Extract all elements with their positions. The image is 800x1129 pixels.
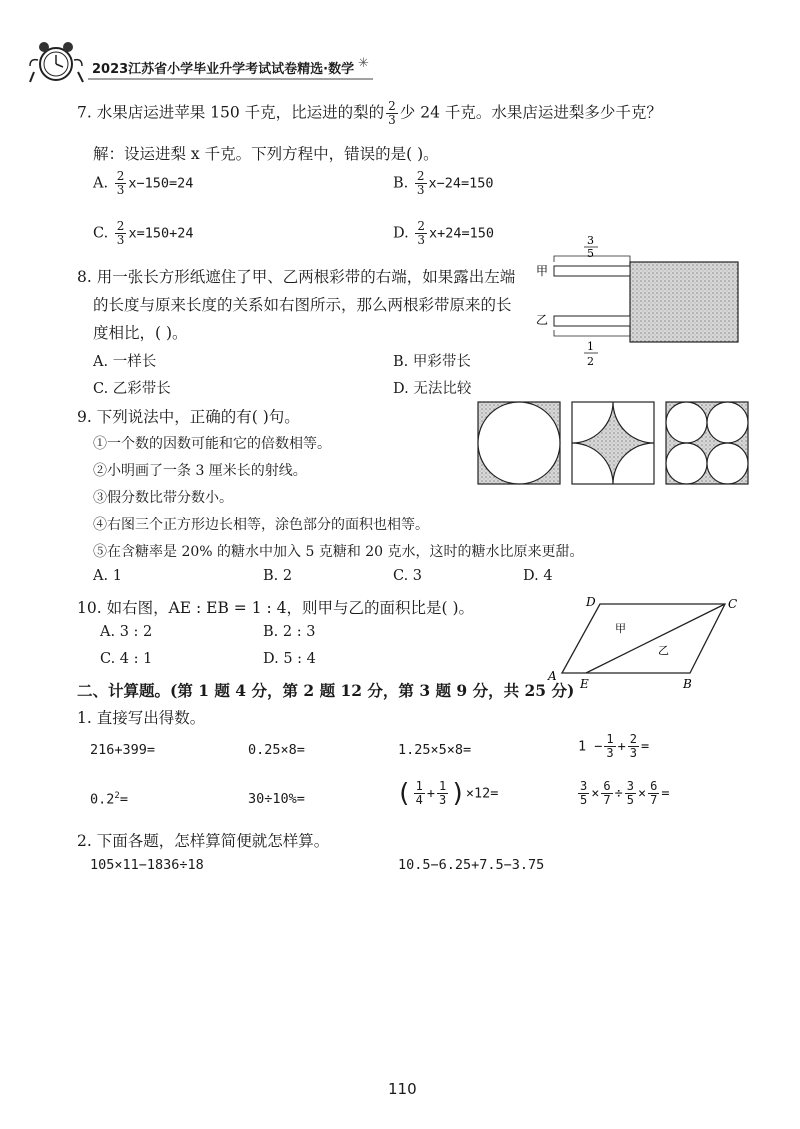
ribbon-yi xyxy=(554,316,630,326)
ribbon-jia xyxy=(554,266,630,276)
cover-paper xyxy=(630,262,738,342)
q10-option-b[interactable]: B. 2 : 3 xyxy=(263,624,316,640)
q9-squares-figure xyxy=(477,400,751,488)
q8-ribbon-figure xyxy=(532,232,747,372)
q9-stem: 9. 下列说法中，正确的有( )句。 xyxy=(77,408,300,426)
top-frac-den: 5 xyxy=(587,247,594,260)
q8-line1: 8. 用一张长方形纸遮住了甲、乙两根彩带的右端，如果露出左端 xyxy=(77,268,516,286)
q7-option-a[interactable]: A. $\frac{2}{3}$ x−150=24 xyxy=(93,169,194,197)
q8-line3: 度相比，( )。 xyxy=(93,324,188,342)
q9-option-a[interactable]: A. 1 xyxy=(93,568,122,584)
q9-item-3: ③假分数比带分数小。 xyxy=(93,490,233,506)
ribbon-label-yi: 乙 xyxy=(536,313,549,327)
square-three xyxy=(666,402,748,484)
calc-r1c2: 0.25×8= xyxy=(248,742,305,758)
calc-r2c4: $\frac{3}{5}$ × $\frac{6}{7}$ ÷ $\frac{3}{5}$ × $\frac{6}{7}$ = xyxy=(580,779,670,807)
bot-frac-den: 2 xyxy=(587,355,594,368)
header-title: 2023江苏省小学毕业升学考试试卷精选·数学 xyxy=(92,62,355,77)
top-frac-num: 3 xyxy=(587,234,594,247)
point-e: E xyxy=(580,677,589,690)
q8-option-c[interactable]: C. 乙彩带长 xyxy=(93,381,171,397)
alarm-clock-logo-icon xyxy=(28,38,86,86)
section2-title: 二、计算题。(第 1 题 4 分，第 2 题 12 分，第 3 题 9 分，共 25 分) xyxy=(77,681,575,700)
calc-r2c3: ( $\frac{1}{4}$ + $\frac{1}{3}$ )×12= xyxy=(396,778,499,809)
q8-line2: 的长度与原来长度的关系如右图所示，那么两根彩带原来的长 xyxy=(93,296,512,314)
q9-item-1: ①一个数的因数可能和它的倍数相等。 xyxy=(93,436,331,452)
q7-option-c[interactable]: C. $\frac{2}{3}$ x=150+24 xyxy=(93,219,194,247)
q10-option-a[interactable]: A. 3 : 2 xyxy=(100,624,153,640)
calc-r1c4: 1 − $\frac{1}{3}$ + $\frac{2}{3}$ = xyxy=(578,732,650,760)
vertex-c: C xyxy=(728,597,738,611)
q8-option-d[interactable]: D. 无法比较 xyxy=(393,381,472,397)
star-icon: ✳ xyxy=(358,56,369,71)
square-two xyxy=(572,402,654,484)
calc-r2c1: $0.2^2=$ xyxy=(90,791,128,808)
q7-option-d[interactable]: D. $\frac{2}{3}$ x+24=150 xyxy=(393,219,494,247)
q10-option-d[interactable]: D. 5 : 4 xyxy=(263,651,316,667)
q9-option-b[interactable]: B. 2 xyxy=(263,568,293,584)
q8-option-a[interactable]: A. 一样长 xyxy=(93,354,157,370)
calc-simplify-1: 105×11−1836÷18 xyxy=(90,857,204,873)
q7-option-b[interactable]: B. $\frac{2}{3}$ x−24=150 xyxy=(393,169,494,197)
vertex-a: A xyxy=(548,669,557,683)
vertex-b: B xyxy=(683,677,692,690)
ribbon-label-jia: 甲 xyxy=(536,264,549,278)
region-jia: 甲 xyxy=(615,622,626,635)
q9-option-c[interactable]: C. 3 xyxy=(393,568,423,584)
header-underline xyxy=(88,76,378,82)
square-one xyxy=(478,402,560,484)
calc-r1c1: 216+399= xyxy=(90,742,156,758)
q9-item-5: ⑤在含糖率是 20% 的糖水中加入 5 克糖和 20 克水，这时的糖水比原来更甜。 xyxy=(93,544,584,560)
q10-option-c[interactable]: C. 4 : 1 xyxy=(100,651,153,667)
section2-sub1: 1. 直接写出得数。 xyxy=(77,709,206,727)
q7-fraction: $\frac{2}{3}$ xyxy=(388,99,396,127)
q10-parallelogram-figure xyxy=(540,590,745,690)
calc-r2c2: 30÷10%= xyxy=(248,791,305,807)
q9-option-d[interactable]: D. 4 xyxy=(523,568,553,584)
q7-stem: 7. 水果店运进苹果 150 千克，比运进的梨的 $\frac{2}{3}$ 少 24 千克。水果店运进梨多少千克？ xyxy=(77,99,662,127)
q9-item-2: ②小明画了一条 3 厘米长的射线。 xyxy=(93,463,307,479)
calc-r1c3: 1.25×5×8= xyxy=(398,742,472,758)
q10-stem: 10. 如右图，AE : EB = 1 : 4，则甲与乙的面积比是( )。 xyxy=(77,599,475,617)
section2-sub2: 2. 下面各题，怎样算简便就怎样算。 xyxy=(77,832,330,850)
q8-option-b[interactable]: B. 甲彩带长 xyxy=(393,354,471,370)
region-yi: 乙 xyxy=(658,644,669,657)
bot-frac-num: 1 xyxy=(587,340,594,353)
page-number: 110 xyxy=(388,1080,417,1098)
vertex-d: D xyxy=(586,595,596,609)
q9-item-4: ④右图三个正方形边长相等，涂色部分的面积也相等。 xyxy=(93,517,429,533)
q7-line2: 解：设运进梨 x 千克。下列方程中，错误的是( )。 xyxy=(93,145,439,163)
calc-simplify-2: 10.5−6.25+7.5−3.75 xyxy=(398,857,545,873)
